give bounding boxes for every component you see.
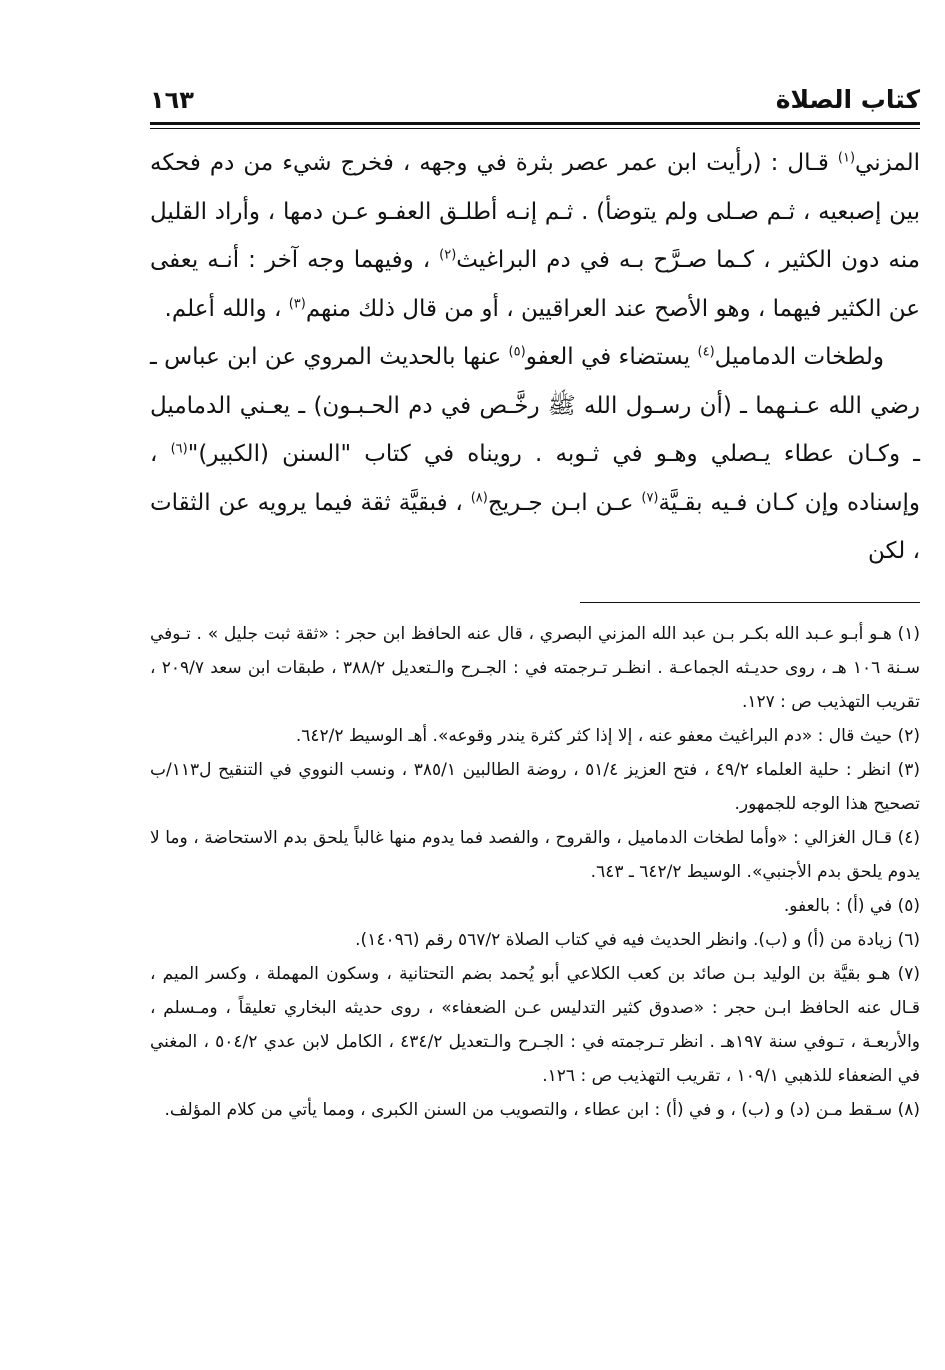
book-page <box>150 80 920 1320</box>
page-header <box>150 80 920 116</box>
footnote-number: (٣) <box>897 759 920 780</box>
footnote-number: (٨) <box>897 1099 920 1120</box>
footnote-number: (٧) <box>897 963 920 984</box>
book-title: كتاب الصلاة <box>775 85 920 114</box>
footnote-text: قـال الغزالي : «وأما لطخات الدماميل ، والقروح ، والفصد فما يدوم منها غالباً يلحق بدم الاستحاضة ، وما لا يدوم يلحق بدم الأجنبي». الوسيط ٦٤٢/٢ ـ ٦٤٣. <box>150 827 920 882</box>
footnote-number: (٤) <box>897 827 921 848</box>
footnote-4 <box>150 821 920 889</box>
footnote-7 <box>150 957 920 1093</box>
footnote-number: (٢) <box>897 725 920 746</box>
footnote-separator <box>580 602 920 603</box>
footnote-ref: (٥) <box>508 344 526 360</box>
footnote-text: حيث قال : «دم البراغيث معفو عنه ، إلا إذا كثر كثرة يندر وقوعه». أهـ الوسيط ٦٤٢/٢. <box>295 725 893 746</box>
footnote-2 <box>150 719 920 753</box>
footnote-ref: (٦) <box>170 441 188 457</box>
footnote-ref: (٧) <box>641 489 659 505</box>
text-segment: ، وإسناده وإن كـان فـيه بقـيَّة <box>150 441 920 516</box>
text-segment: ولطخات الدماميل <box>714 344 884 370</box>
text-segment: المزني <box>855 150 920 176</box>
footnote-ref: (٤) <box>697 344 715 360</box>
footnote-ref: (١) <box>837 150 856 166</box>
text-segment: ، والله أعلم. <box>164 295 289 322</box>
footnote-ref: (٨) <box>470 489 488 505</box>
footnote-text: هـو بقيَّة بن الوليد بـن صائد بن كعب الكلاعي أبو يُحمد بضم التحتانية ، وسكون المهملة ، وكسر الميم ، قـال عنه الحافظ ابـن حجر : «صدوق كثير التدليس عـن الضعفاء» ، روى حديثه البخاري تعليقاً ، ومـسلم ، والأربعـة ، تـوفي سنة ١٩٧هـ . انظر تـرجمته في : الجـرح والـتعديل ٤٣٤/٢ ، الكامل لابن عدي ٥٠٤/٢ ، المغني في الضعفاء للذهبي ١٠٩/١ ، تقريب التهذيب ص : ١٢٦. <box>150 963 921 1086</box>
footnote-number: (١) <box>897 623 921 644</box>
footnote-text: في (أ) : بالعفو. <box>783 895 893 916</box>
footnote-ref: (٣) <box>288 295 306 311</box>
footnote-5 <box>150 889 920 923</box>
text-segment: يستضاء في العفو <box>525 344 698 370</box>
footnotes <box>150 617 920 1127</box>
footnote-text: زيادة من (أ) و (ب). وانظر الحديث فيه في كتاب الصلاة ٥٦٧/٢ رقم (١٤٠٩٦). <box>355 929 893 950</box>
text-segment: قـال : (رأيت ابن عمر عصر بثرة في وجهه ، فخرج شيء من دم فحكه بين إصبعيه ، ثـم صـلى ولم يتوضأ) . ثـم إنـه أطلـق العفـو عـن دمها ، وأراد القليل منه دون الكثير ، كـما صـرَّح بـه في دم البراغيث <box>150 150 920 273</box>
footnote-1 <box>150 617 920 719</box>
footnote-8 <box>150 1093 920 1127</box>
footnote-6 <box>150 923 920 957</box>
paragraph-2 <box>150 333 920 576</box>
text-segment: ، فبقيَّة ثقة فيما يرويه عن الثقات ، لكن <box>150 489 920 564</box>
footnote-text: سـقط مـن (د) و (ب) ، و في (أ) : ابن عطاء ، والتصويب من السنن الكبرى ، ومما يأتي من كلام المؤلف. <box>164 1099 893 1120</box>
text-segment: عنها بالحديث المروي عن ابن عباس ـ رضي الله عـنـهما ـ (أن رسـول الله ﷺ رخَّـص في دم الحـبـون) ـ يعـني الدماميل ـ وكـان عطاء يـصلي وهـو في ثـوبه . رويناه في كتاب "السنن (الكبير)" <box>150 344 920 467</box>
footnote-number: (٥) <box>897 895 920 916</box>
footnote-number: (٦) <box>897 929 920 950</box>
footnote-text: انظر : حلية العلماء ٤٩/٢ ، فتح العزيز ٥١/٤ ، روضة الطالبين ٣٨٥/١ ، ونسب النووي في التنقيح ل١١٣/ب تصحيح هذا الوجه للجمهور. <box>150 759 920 814</box>
main-text <box>150 139 920 576</box>
footnote-ref: (٢) <box>439 247 457 263</box>
footnote-3 <box>150 753 920 821</box>
text-segment: ، وفيهما وجه آخر : أنـه يعفى عن الكثير فيهما ، وهو الأصح عند العراقيين ، أو من قال ذلك منهم <box>150 247 920 322</box>
header-rule <box>150 122 920 129</box>
footnote-text: هـو أبـو عـبد الله بكـر بـن عبد الله المزني البصري ، قال عنه الحافظ ابن حجر : «ثقة ثبت جليل » . تـوفي سـنة ١٠٦ هـ ، روى حديـثه الجماعـة . انظـر تـرجمته في : الجـرح والـتعديل ٣٨٨/٢ ، طبقات ابن سعد ٢٠٩/٧ ، تقريب التهذيب ص : ١٢٧. <box>150 623 921 712</box>
text-segment: عـن ابـن جـريج <box>487 489 642 516</box>
page-number: ١٦٣ <box>150 86 194 114</box>
paragraph-1 <box>150 139 920 333</box>
